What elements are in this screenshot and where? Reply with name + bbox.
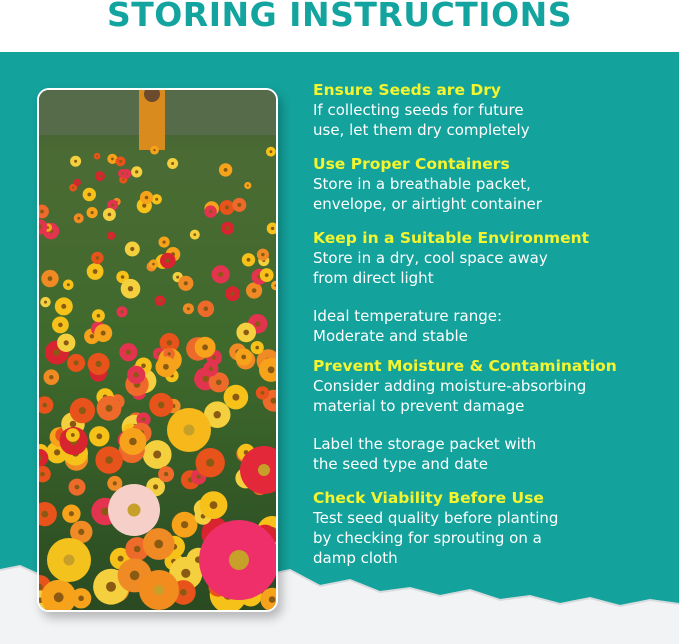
flower-center [261, 253, 264, 256]
instructions-list [313, 80, 673, 568]
flower-center [255, 346, 259, 350]
flower-center [97, 314, 101, 318]
flower-center [87, 193, 91, 197]
flower-center [61, 304, 66, 309]
flower-center [142, 204, 146, 208]
flower-center [44, 301, 47, 304]
flower-center [79, 407, 86, 414]
flower-center [58, 323, 63, 328]
flower-center [91, 211, 94, 214]
flower-center [69, 511, 74, 516]
flower-center [271, 227, 274, 230]
flower-center [225, 205, 229, 209]
flower-center [129, 438, 137, 446]
flower-center [128, 286, 133, 291]
flower-center [270, 150, 273, 153]
flower-center [110, 235, 112, 237]
flower-center [193, 233, 196, 236]
flower-center [204, 307, 209, 312]
section-heading: Check Viability Before Use [313, 489, 544, 507]
flower-center [237, 203, 241, 207]
flower-center [77, 217, 80, 220]
flower-center [64, 340, 69, 345]
flower-center [54, 449, 60, 455]
flower-center [268, 366, 275, 373]
section-temperature [313, 306, 673, 346]
flower-center [184, 425, 195, 436]
flower-center [269, 596, 276, 603]
flower-center [111, 158, 114, 161]
flower-center [41, 511, 48, 518]
flower-center [70, 421, 77, 428]
flower-center [145, 196, 149, 200]
flower-center [153, 149, 155, 151]
flower-center [206, 459, 214, 467]
section-label [313, 434, 673, 474]
flower-center [134, 546, 141, 553]
flower-center [229, 550, 249, 570]
flower-center [130, 571, 140, 581]
flower-center [74, 160, 77, 163]
flower-center [108, 213, 112, 217]
flower-center [126, 350, 131, 355]
flower-center [202, 376, 208, 382]
flower-center [176, 276, 179, 279]
flower-center [226, 226, 230, 230]
flower-center [54, 349, 61, 356]
flower-center [105, 456, 113, 464]
flower-center [96, 155, 98, 157]
flower-center [155, 198, 158, 201]
page-title: STORING INSTRUCTIONS [106, 0, 573, 34]
flower-center [243, 330, 249, 336]
flower-center [247, 185, 249, 187]
flower-center [212, 355, 216, 359]
flower-center [159, 299, 162, 302]
flower-center [93, 269, 98, 274]
section-text: Consider adding moisture-absorbing material to prevent damage [313, 377, 587, 415]
section-text: Label the storage packet with the seed type and date [313, 435, 537, 473]
section-text: Store in a dry, cool space away from direct light [313, 249, 548, 287]
flower-center [96, 256, 99, 259]
flower-center [106, 405, 113, 412]
flower-center [75, 485, 80, 490]
flower-center [247, 258, 251, 262]
flower-center [152, 263, 155, 266]
flower-center [134, 372, 139, 377]
flower-center [122, 178, 124, 180]
flower-center [167, 340, 172, 345]
flower-center [71, 433, 75, 437]
flower-center [163, 364, 169, 370]
flower-center [168, 352, 171, 355]
flower-center [90, 334, 94, 338]
flower-center [72, 187, 74, 189]
section-heading: Ensure Seeds are Dry [313, 81, 501, 99]
flower-center [210, 501, 218, 509]
flower-center [111, 204, 114, 207]
flower-center [214, 411, 221, 418]
flower-center [76, 181, 78, 183]
flower-center [209, 210, 212, 213]
flower-center [42, 403, 47, 408]
flower-center [119, 160, 122, 163]
flower-center [197, 475, 201, 479]
flower-center [163, 241, 166, 244]
section-dry [313, 80, 673, 140]
flower-center [113, 481, 117, 485]
flower-center [180, 589, 187, 596]
flower-center [48, 276, 53, 281]
flower-center [224, 168, 228, 172]
section-moisture [313, 356, 673, 416]
flower-center [74, 360, 79, 365]
flower-center [121, 275, 125, 279]
section-heading: Keep in a Suitable Environment [313, 229, 590, 247]
flower-center [128, 504, 141, 517]
flower-center [40, 210, 44, 214]
flower-center [216, 380, 222, 386]
flower-center [106, 582, 116, 592]
section-containers [313, 154, 673, 214]
flower-center [202, 344, 208, 350]
section-text: If collecting seeds for future use, let them dry completely [313, 101, 530, 139]
flower-center [158, 402, 165, 409]
flower-center [255, 321, 260, 326]
flower-center [154, 585, 164, 595]
section-text: Test seed quality before planting by checking for sprouting on a damp cloth [313, 509, 559, 567]
flower-center [218, 272, 223, 277]
flower-center [241, 355, 246, 360]
flower-center [171, 162, 174, 165]
flower-center [153, 484, 158, 489]
flower-center [166, 259, 170, 263]
flower-center [231, 292, 235, 296]
section-heading: Use Proper Containers [313, 155, 510, 173]
flower-center [121, 172, 123, 174]
flower-center [64, 555, 75, 566]
section-environment [313, 228, 673, 288]
flower-center [261, 391, 265, 395]
flower-field-image [37, 88, 278, 612]
flower-center [181, 569, 190, 578]
flower-center [154, 540, 163, 549]
flower-center [101, 508, 109, 516]
flower-center [130, 247, 134, 251]
flower-center [96, 433, 102, 439]
flower-center [118, 556, 124, 562]
section-text: Store in a breathable packet, envelope, or airtight container [313, 175, 542, 213]
flower-center [54, 592, 64, 602]
flower-center [141, 364, 146, 369]
flower-center [40, 472, 45, 477]
section-viability [313, 488, 673, 568]
flower-center [49, 375, 53, 379]
flower-center [252, 288, 257, 293]
flower-center [209, 367, 213, 371]
flower-center [78, 529, 84, 535]
flower-center [99, 175, 102, 178]
flower-center [96, 361, 102, 367]
flower-center [181, 521, 188, 528]
section-text: Ideal temperature range: Moderate and stable [313, 307, 503, 345]
section-heading: Prevent Moisture & Contamination [313, 357, 617, 375]
flower-center [184, 281, 188, 285]
flower-center [67, 283, 70, 286]
flower-center [164, 472, 168, 476]
flower-center [101, 331, 106, 336]
flower-center [78, 596, 84, 602]
flower-center [258, 464, 270, 476]
flower-center [187, 307, 190, 310]
flower-center [232, 394, 239, 401]
flower-center [121, 310, 124, 313]
flower-center [153, 451, 161, 459]
flower-center [135, 170, 138, 173]
flower-center [265, 273, 269, 277]
flower-center [142, 418, 146, 422]
